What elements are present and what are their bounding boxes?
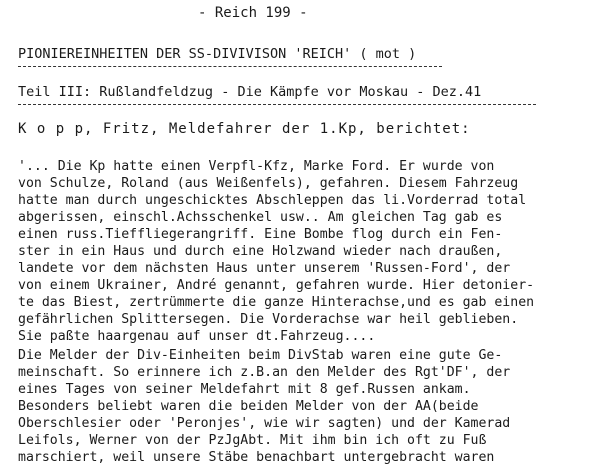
paragraph-1-line: hatte man durch ungeschicktes Abschleppen das li.Vorderrad total <box>18 193 527 208</box>
paragraph-1-line: abgerissen, einschl.Achsschenkel usw.. Am gleichen Tag gab es <box>18 210 503 225</box>
paragraph-2-line: Oberschlesier oder 'Peronjes', wie wir sagten) und der Kamerad <box>18 416 511 431</box>
paragraph-1-line: gefährlichen Splittersegen. Die Vorderachse war heil geblieben. <box>18 312 519 327</box>
part-title: Teil III: Rußlandfeldzug - Die Kämpfe vor Moskau - Dez.41 <box>18 84 482 100</box>
reporter-line: K o p p, Fritz, Meldefahrer der 1.Kp, berichtet: <box>18 121 471 137</box>
paragraph-1-line: einen russ.Tieffliegerangriff. Eine Bombe flog durch ein Fen- <box>18 227 503 242</box>
paragraph-1-line: te das Biest, zertrümmerte die ganze Hinterachse,und es gab einen <box>18 295 535 310</box>
paragraph-2-line: marschiert, weil unsere Stäbe benachbart untergebracht waren <box>18 450 495 465</box>
paragraph-2-line: meinschaft. So erinnere ich z.B.an den Melder des Rgt'DF', der <box>18 365 511 380</box>
paragraph-2-line: Leifols, Werner von der PzJgAbt. Mit ihm bin ich oft zu Fuß <box>18 433 487 448</box>
paragraph-1-line: Sie paßte haargenau auf unser dt.Fahrzeug.... <box>18 329 376 344</box>
paragraph-1-line: ster in ein Haus und durch eine Holzwand wieder nach draußen, <box>18 244 503 259</box>
page-number: - Reich 199 - <box>198 5 308 21</box>
paragraph-1-line: '... Die Kp hatte einen Verpfl-Kfz, Marke Ford. Er wurde von <box>18 159 495 174</box>
paragraph-2-line: Die Melder der Div-Einheiten beim DivStab waren eine gute Ge- <box>18 348 503 363</box>
part-title-rule <box>18 104 536 105</box>
section-title: PIONIEREINHEITEN DER SS-DIVIVISON 'REICH' ( mot ) <box>18 46 417 62</box>
paragraph-2-line: eines Tages von seiner Meldefahrt mit 8 gef.Russen ankam. <box>18 382 471 397</box>
paragraph-2-line: Besonders beliebt waren die beiden Melder von der AA(beide <box>18 399 479 414</box>
section-title-rule <box>18 66 442 67</box>
paragraph-1-line: von Schulze, Roland (aus Weißenfels), gefahren. Diesem Fahrzeug <box>18 176 519 191</box>
paragraph-1-line: landete vor dem nächsten Haus unter unserem 'Russen-Ford', der <box>18 261 511 276</box>
paragraph-1-line: von einem Ukrainer, André genannt, gefahren wurde. Hier detonier- <box>18 278 535 293</box>
